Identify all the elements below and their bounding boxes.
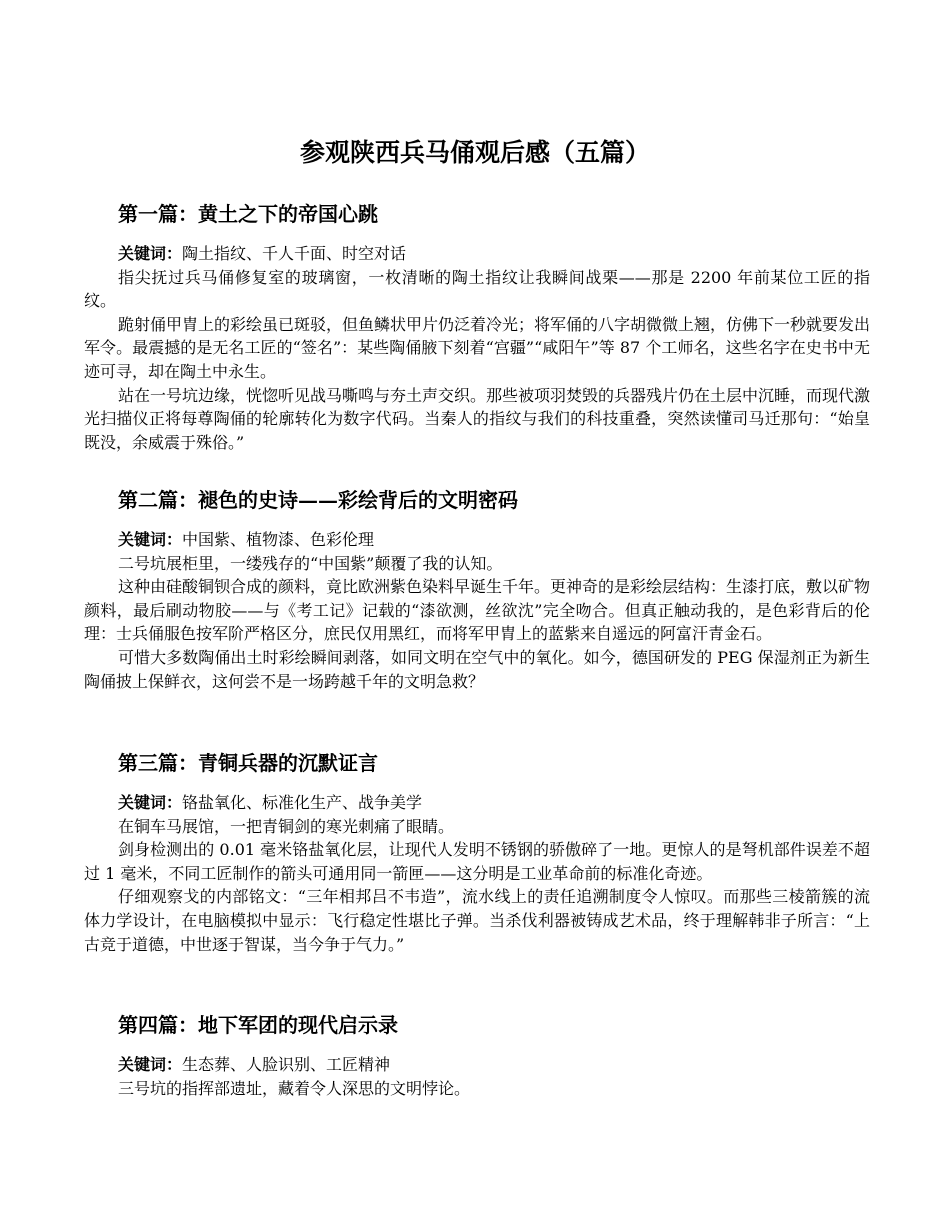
paragraph: 剑身检测出的 0.01 毫米铬盐氧化层，让现代人发明不锈钢的骄傲碎了一地。更惊人的是弩机部件误差不超过 1 毫米，不同工匠制作的箭头可通用同一箭匣——这分明是工业革命前的标准化奇迹。	[84, 840, 870, 883]
keywords-label: 关键词：	[118, 530, 183, 549]
keywords-line	[84, 791, 870, 815]
keywords-label: 关键词：	[118, 244, 183, 263]
section-title: 第三篇：青铜兵器的沉默证言	[118, 751, 378, 775]
keywords-value: 陶土指纹、千人千面、时空对话	[182, 244, 407, 263]
section-3	[84, 749, 870, 956]
paragraph: 站在一号坑边缘，恍惚听见战马嘶鸣与夯土声交织。那些被项羽焚毁的兵器残片仍在土层中沉睡，而现代激光扫描仪正将每尊陶俑的轮廓转化为数字代码。当秦人的指纹与我们的科技重叠，突然读懂司马迁那句：“始皇既没，余威震于殊俗。”	[84, 385, 871, 452]
section-title: 第二篇：褪色的史诗——彩绘背后的文明密码	[118, 488, 518, 512]
section-title: 第一篇：黄土之下的帝国心跳	[118, 202, 378, 226]
keywords-value: 中国紫、植物漆、色彩伦理	[182, 530, 375, 549]
paragraph: 可惜大多数陶俑出土时彩绘瞬间剥落，如同文明在空气中的氧化。如今，德国研发的 PEG 保湿剂正为新生陶俑披上保鲜衣，这何尝不是一场跨越千年的文明急救？	[84, 647, 870, 691]
keywords-line	[84, 528, 870, 552]
paragraph: 三号坑的指挥部遗址，藏着令人深思的文明悖论。	[118, 1078, 471, 1098]
paragraph: 在铜车马展馆，一把青铜剑的寒光刺痛了眼睛。	[118, 816, 455, 836]
page-title: 参观陕西兵马俑观后感（五篇）	[299, 138, 650, 167]
section-body	[84, 242, 870, 454]
keywords-label: 关键词：	[118, 793, 183, 812]
section-2	[84, 486, 870, 693]
section-4	[84, 1011, 870, 1100]
keywords-line	[84, 242, 870, 266]
paragraph: 这种由硅酸铜钡合成的颜料，竟比欧洲紫色染料早诞生千年。更神奇的是彩绘层结构：生漆打底，敷以矿物颜料，最后刷动物胶——与《考工记》记载的“漆欲测，丝欲沈”完全吻合。但真正触动我的，是色彩背后的伦理：士兵俑服色按军阶严格区分，庶民仅用黑红，而将军甲胄上的蓝紫来自遥远的阿富汗青金石。	[84, 577, 871, 644]
keywords-value: 铬盐氧化、标准化生产、战争美学	[182, 793, 423, 812]
paragraph: 跪射俑甲胄上的彩绘虽已斑驳，但鱼鳞状甲片仍泛着冷光；将军俑的八字胡微微上翘，仿佛下一秒就要发出军令。最震撼的是无名工匠的“签名”：某些陶俑腋下刻着“宫疆”“咸阳午”等 87 个工师名，这些名字在史书中无迹可寻，却在陶土中永生。	[84, 314, 871, 381]
section-body	[84, 791, 870, 956]
section-1	[84, 200, 870, 454]
keywords-value: 生态葬、人脸识别、工匠精神	[182, 1055, 391, 1074]
section-body	[84, 528, 870, 693]
section-body	[84, 1053, 870, 1100]
section-title: 第四篇：地下军团的现代启示录	[118, 1013, 398, 1037]
paragraph: 二号坑展柜里，一缕残存的“中国紫”颠覆了我的认知。	[118, 553, 503, 573]
paragraph: 指尖抚过兵马俑修复室的玻璃窗，一枚清晰的陶土指纹让我瞬间战栗——那是 2200 年前某位工匠的指纹。	[84, 267, 870, 311]
keywords-line	[84, 1053, 870, 1077]
keywords-label: 关键词：	[118, 1055, 183, 1074]
paragraph: 仔细观察戈的内部铭文：“三年相邦吕不韦造”，流水线上的责任追溯制度令人惊叹。而那些三棱箭簇的流体力学设计，在电脑模拟中显示：飞行稳定性堪比子弹。当杀伐利器被铸成艺术品，终于理解韩非子所言：“上古竞于道德，中世逐于智谋，当今争于气力。”	[84, 887, 870, 954]
